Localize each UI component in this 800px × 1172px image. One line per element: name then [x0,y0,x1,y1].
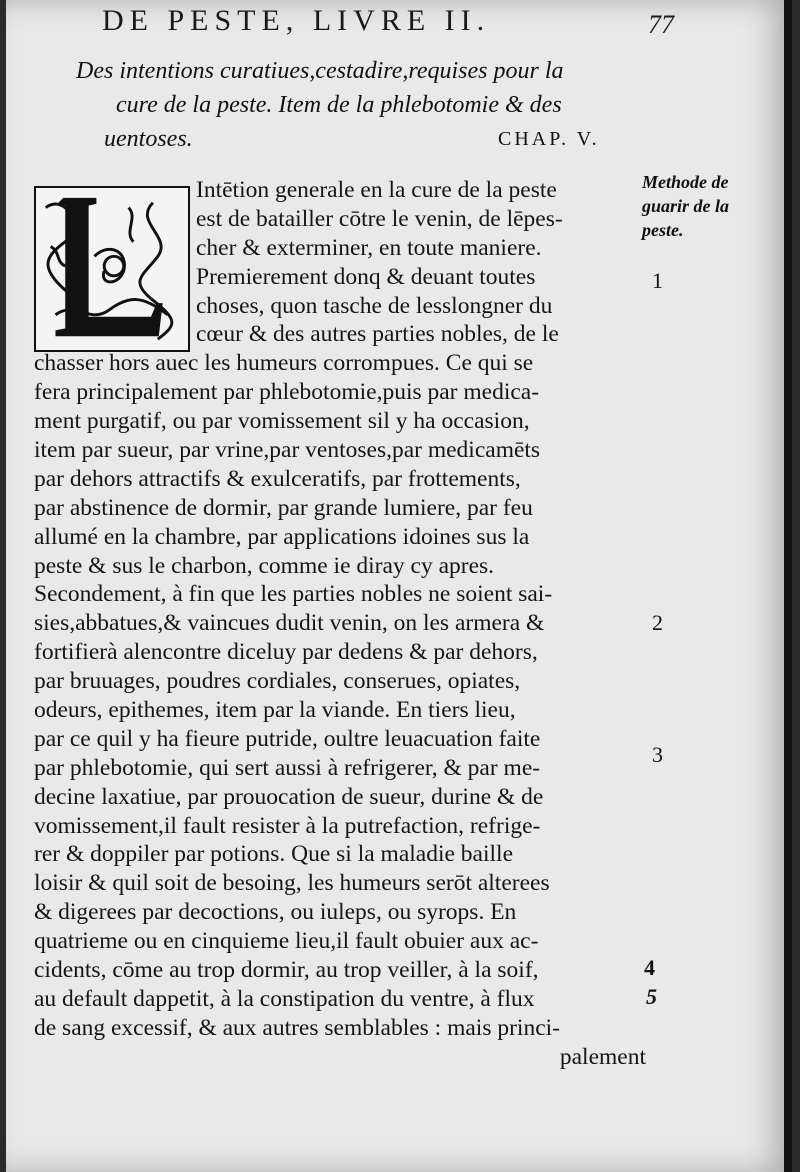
text-line: loisir & quil soit de besoing, les humeurs serōt alterees [34,870,550,897]
margin-note-line: Methode de [642,172,729,192]
text-line: de sang excessif, & aux autres semblables : mais princi- [34,1014,560,1041]
running-head: DE PESTE, LIVRE II. [102,4,491,37]
page-edge [784,0,792,1172]
text-line: item par sueur, par vrine,par ventoses,par medicamēts [34,437,541,464]
text-line: chasser hors auec les humeurs corrompues. Ce qui se [34,350,534,377]
text-line: vomissement,il fault resister à la putrefaction, refrige- [34,812,541,839]
text-line: Premierement donq & deuant toutes [196,263,536,290]
chapter-label: CHAP. V. [498,128,600,150]
text-line: par abstinence de dormir, par grande lumiere, par feu [34,494,533,521]
margin-note-line: peste. [642,220,684,240]
text-line: Secondement, à fin que les parties nobles ne soient sai- [34,581,553,608]
chapter-title-line: uentoses. [104,126,193,152]
text-line: au default dappetit, à la constipation du ventre, à flux [34,985,535,1012]
text-line: peste & sus le charbon, comme ie diray cy apres. [34,552,495,579]
margin-note [642,170,772,242]
text-line: & digerees par decoctions, ou iuleps, ou syrops. En [34,899,517,926]
catchword: palement [559,1043,646,1070]
text-line: sies,abbatues,& vaincues dudit venin, on les armera & [34,610,545,637]
text-line: choses, quon tasche de lesslongner du [196,292,553,319]
text-line: par bruuages, poudres cordiales, conserues, opiates, [34,668,521,695]
margin-number: 4 [644,955,655,980]
text-line: quatrieme ou en cinquieme lieu,il fault obuier aux ac- [34,928,539,955]
text-line: cœur & des autres parties nobles, de le [196,321,559,348]
margin-number: 2 [652,610,663,635]
book-page [6,0,792,1172]
text-line: ment purgatif, ou par vomissement sil y ha occasion, [34,408,530,435]
margin-number: 5 [646,984,657,1009]
text-line: est de batailler cōtre le venin, de lēpes- [196,205,563,232]
text-line: rer & doppiler par potions. Que si la maladie baille [34,841,513,868]
margin-number: 3 [652,742,663,767]
chapter-title-line: Des intentions curatiues,cestadire,requises pour la [76,58,564,84]
text-line: par phlebotomie, qui sert aussi à refrigerer, & par me- [34,754,541,781]
text-line: Intētion generale en la cure de la peste [196,177,557,203]
text-line: decine laxatiue, par prouocation de sueur, durine & de [34,783,544,810]
text-line: allumé en la chambre, par applications idoines sus la [34,523,530,550]
text-line: fortifierà alencontre diceluy par dedens & par dehors, [34,639,538,666]
text-line: par dehors attractifs & exulceratifs, par frottements, [34,465,521,492]
text-line: par ce quil y ha fieure putride, oultre leuacuation faite [34,725,541,752]
body-text [34,176,646,1072]
margin-note-line: guarir de la [642,196,730,216]
text-line: odeurs, epithemes, item par la viande. En tiers lieu, [34,697,516,724]
text-line: fera principalement par phlebotomie,puis par medica- [34,379,540,406]
text-line: cher & exterminer, en toute maniere. [196,234,542,261]
chapter-title-line: cure de la peste. Item de la phlebotomie & des [116,92,562,118]
margin-number: 1 [652,268,663,293]
page-number: 77 [648,10,674,39]
text-line: cidents, cōme au trop dormir, au trop veiller, à la soif, [34,957,539,984]
